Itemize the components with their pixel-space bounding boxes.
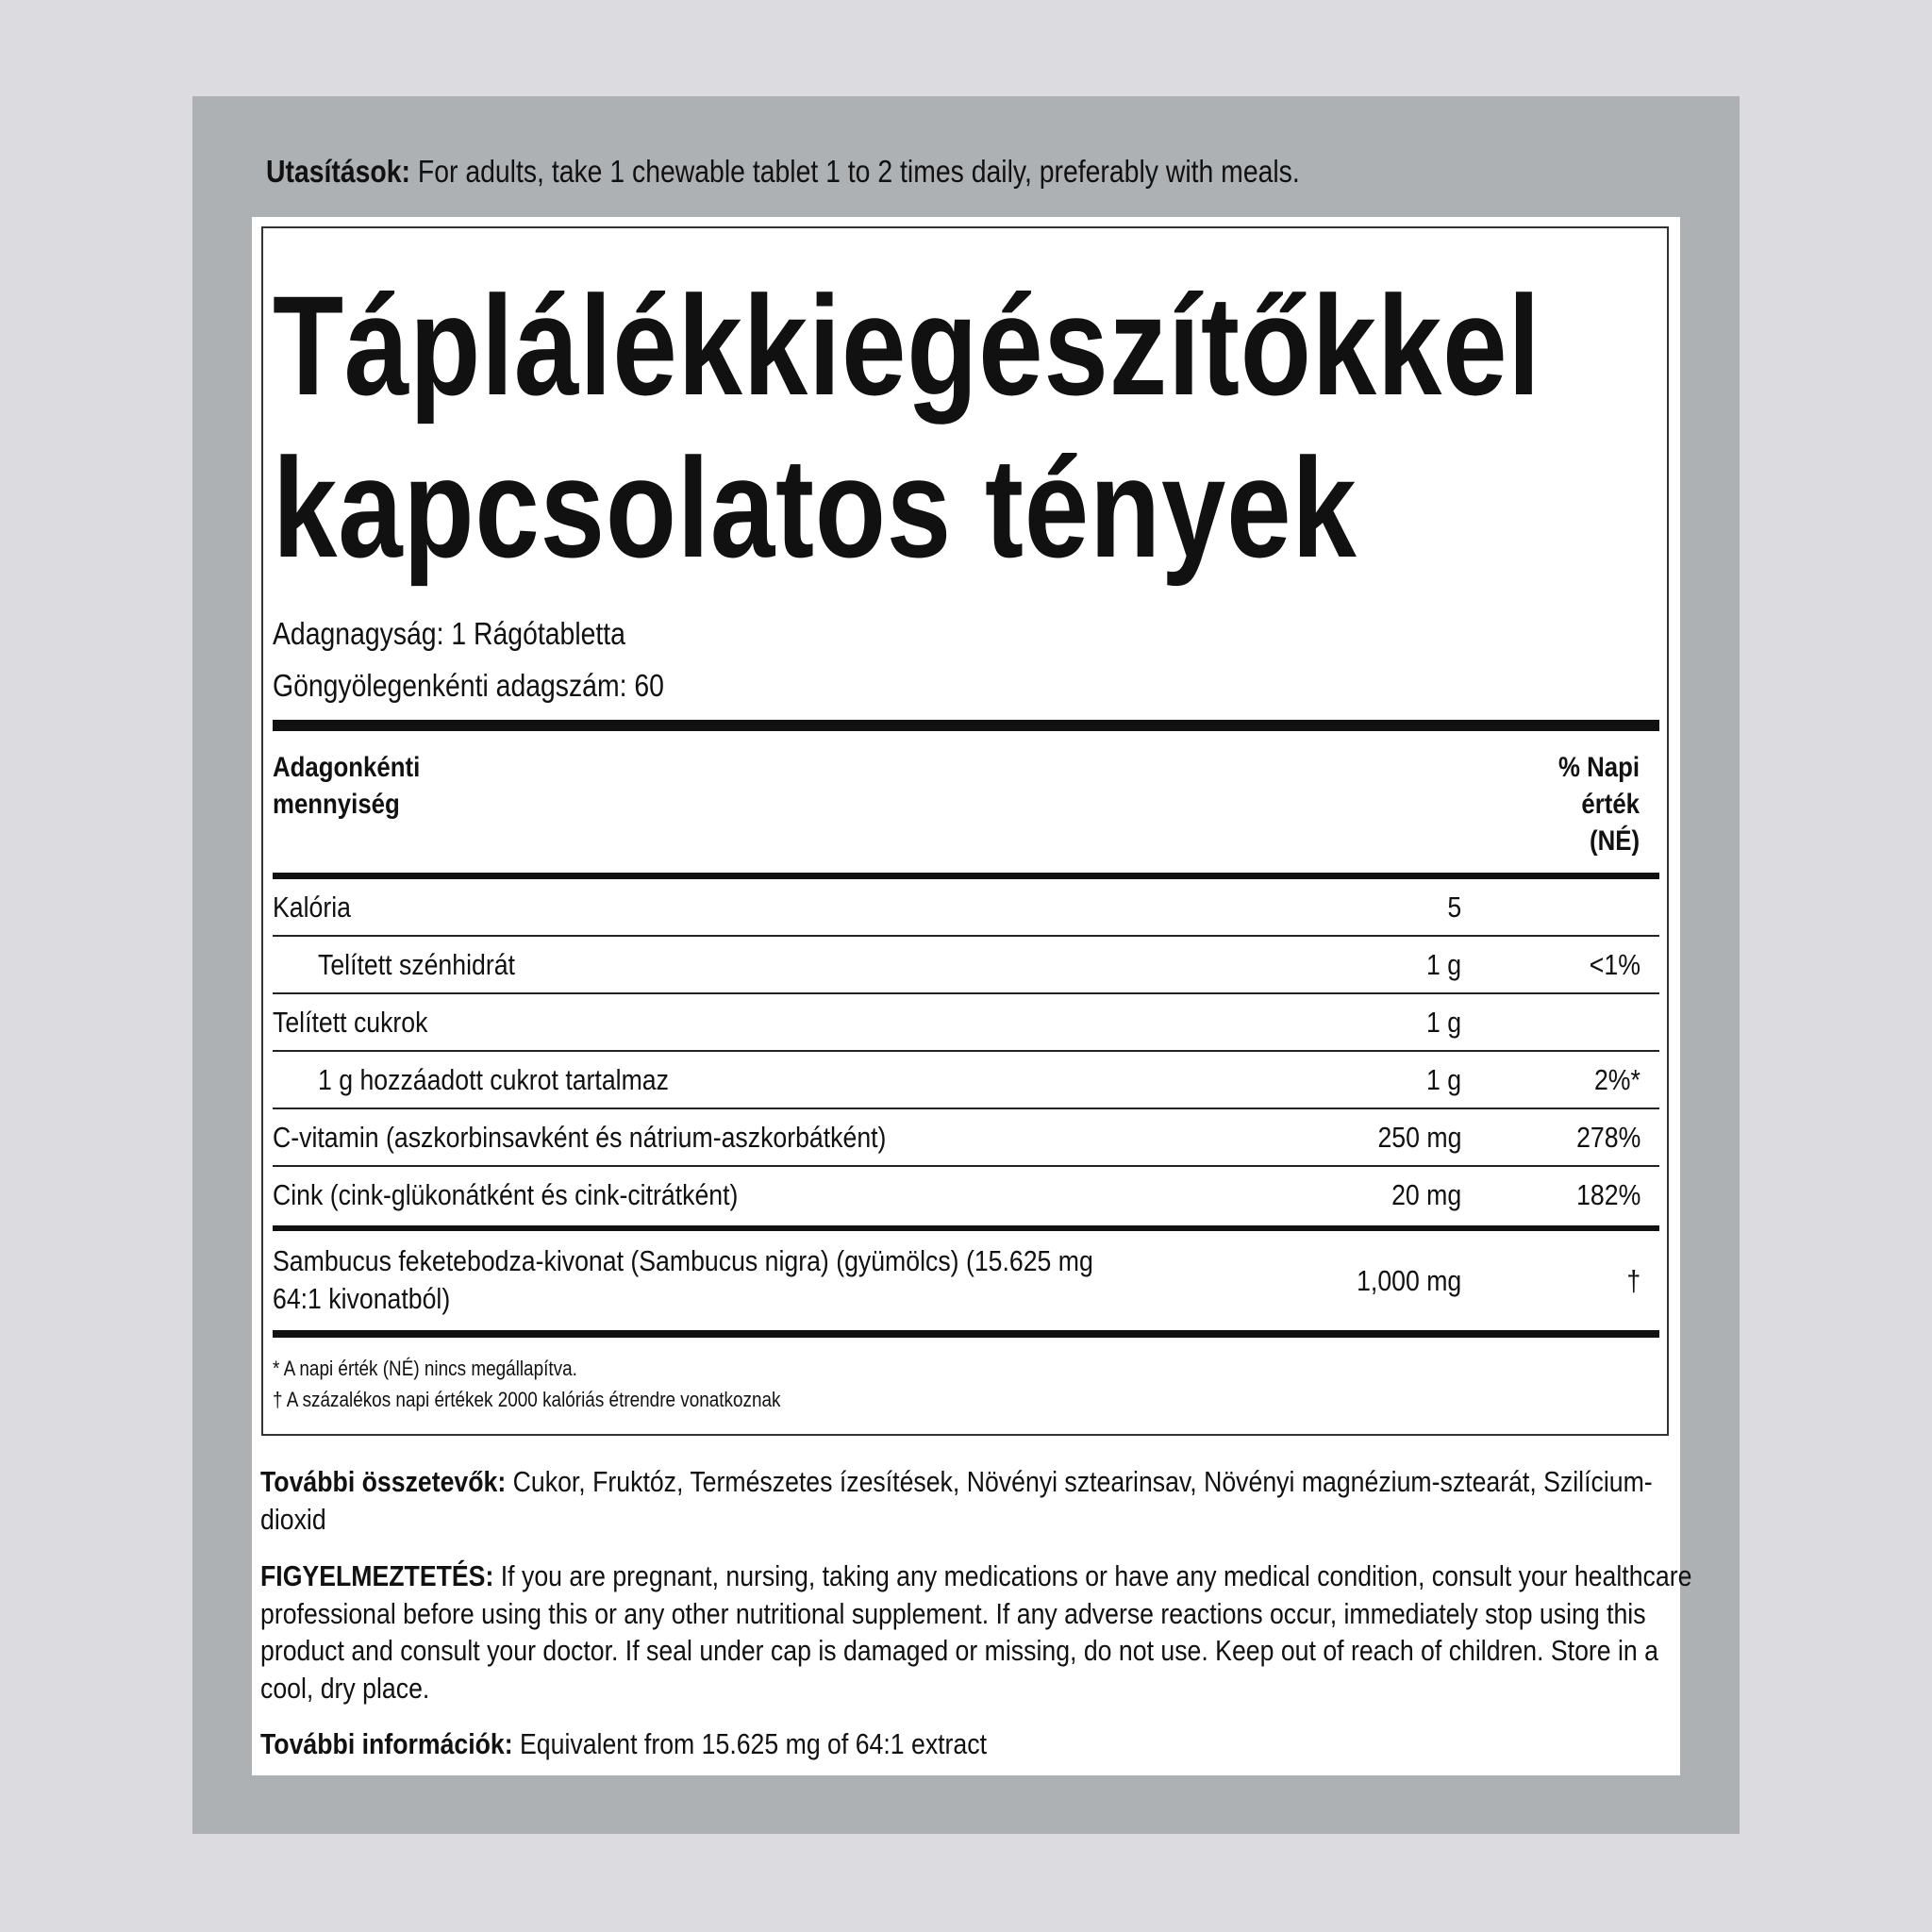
additional-info — [260, 1725, 1689, 1763]
nutrient-amount: 250 mg — [1377, 1121, 1461, 1154]
nutrient-dv: <1% — [1589, 948, 1641, 981]
table-row — [273, 1052, 1659, 1109]
warning-label: FIGYELMEZTETÉS: — [260, 1559, 494, 1592]
nutrient-name: C-vitamin (aszkorbinsavként és nátrium-aszkorbátként) — [273, 1121, 887, 1154]
table-row — [273, 1167, 1659, 1225]
serving-size: Adagnagyság: 1 Rágótabletta — [273, 616, 625, 651]
nutrient-dv: † — [1626, 1264, 1641, 1297]
thick-divider-header — [273, 873, 1659, 879]
table-row — [273, 879, 1659, 937]
table-row — [273, 994, 1659, 1052]
nutrient-amount: 1 g — [1425, 1006, 1461, 1039]
directions-body: For adults, take 1 chewable tablet 1 to 2 times daily, preferably with meals. — [409, 154, 1300, 189]
other-ingredients — [260, 1463, 1689, 1538]
amount-per-serving-header — [273, 749, 420, 823]
directions-label: Utasítások: — [266, 154, 410, 189]
table-row — [273, 1231, 1659, 1329]
nutrient-name: Telített cukrok — [273, 1006, 428, 1039]
warning-text: If you are pregnant, nursing, taking any medications or have any medical condition, consult your healthcare professional before using this or any other nutritional supplement. If any adverse reactions occur, immediately stop using this product and consult your doctor. If seal under cap is damaged or missing, do not use. Keep out of reach of children. Store in a cool, dry place. — [260, 1559, 1692, 1705]
facts-title-line1: Táplálékkiegészítőkkel — [273, 266, 1541, 425]
nutrient-dv: 278% — [1575, 1121, 1641, 1154]
facts-title-line2: kapcsolatos tények — [273, 428, 1357, 587]
nutrient-name: Cink (cink-glükonátként és cink-citrátként) — [273, 1178, 739, 1211]
nutrient-amount: 1,000 mg — [1356, 1264, 1461, 1297]
other-ingredients-text: Cukor, Fruktóz, Természetes ízesítések, Növényi sztearinsav, Növényi magnézium-sztearát, Szilícium-dioxid — [260, 1465, 1653, 1536]
nutrient-name: 1 g hozzáadott cukrot tartalmaz — [318, 1063, 669, 1096]
header-left-line1: Adagonkénti — [273, 752, 421, 783]
nutrient-amount: 5 — [1447, 891, 1461, 924]
header-right-line1: % Napi — [1557, 752, 1640, 783]
nutrient-amount: 1 g — [1425, 948, 1461, 981]
thick-divider-top — [273, 720, 1659, 731]
daily-value-header — [1558, 749, 1640, 859]
header-right-line2: érték — [1581, 789, 1640, 820]
thick-divider-bottom — [273, 1330, 1659, 1338]
nutrient-table — [273, 879, 1659, 1329]
warning — [260, 1557, 1696, 1707]
servings-per-container: Göngyölegenkénti adagszám: 60 — [273, 668, 664, 703]
nutrient-dv: 182% — [1575, 1178, 1641, 1211]
nutrient-name: Kalória — [273, 891, 351, 924]
nutrient-amount: 1 g — [1425, 1063, 1461, 1096]
footnote-dv-not-established: * A napi érték (NÉ) nincs megállapítva. — [273, 1357, 577, 1380]
nutrient-amount: 20 mg — [1391, 1178, 1461, 1211]
table-row — [273, 1109, 1659, 1167]
footnote-percent-dv: † A százalékos napi értékek 2000 kalóriás étrendre vonatkoznak — [273, 1388, 781, 1411]
additional-info-text: Equivalent from 15.625 mg of 64:1 extract — [512, 1727, 987, 1760]
nutrient-dv: 2%* — [1594, 1063, 1641, 1096]
directions-text — [266, 153, 1300, 191]
header-left-line2: mennyiség — [273, 789, 400, 820]
header-right-line3: (NÉ) — [1589, 825, 1640, 857]
facts-title — [273, 264, 1541, 589]
additional-info-label: További információk: — [260, 1727, 513, 1760]
nutrient-name: Sambucus feketebodza-kivonat (Sambucus nigra) (gyümölcs) (15.625 mg 64:1 kivonatból) — [273, 1244, 1093, 1315]
table-row — [273, 937, 1659, 994]
other-ingredients-label: További összetevők: — [260, 1465, 507, 1498]
nutrient-name: Telített szénhidrát — [318, 948, 515, 981]
